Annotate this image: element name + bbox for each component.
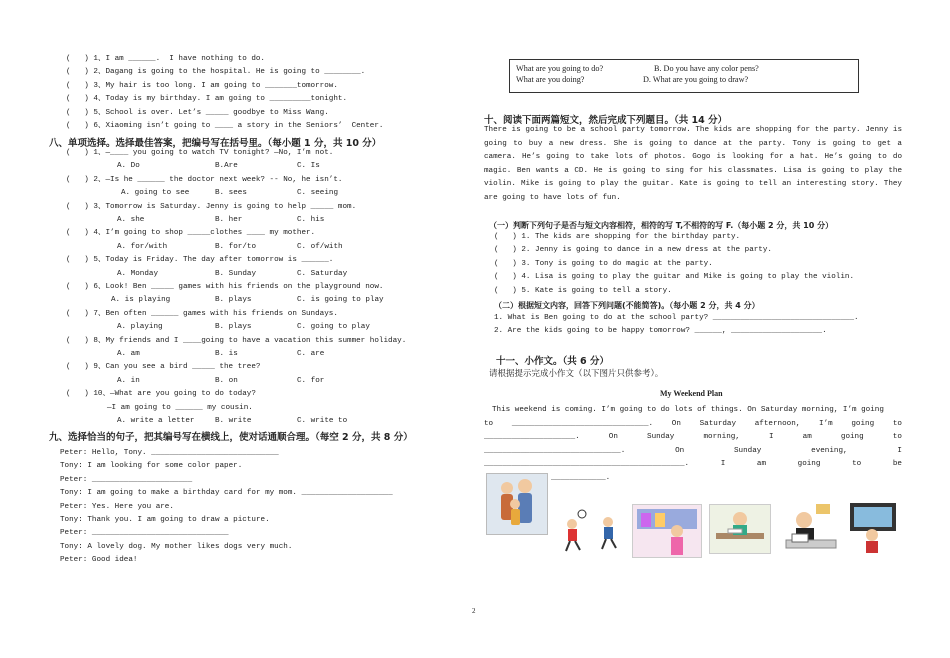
mc-question: ( ) 1、—____ you going to watch TV tonight? —No, I’m not.	[66, 149, 334, 157]
essay-word: Sunday	[647, 433, 675, 441]
essay-word: ____________________________________________.	[484, 460, 690, 468]
essay-line	[484, 461, 902, 469]
mc-option: A. for/with	[117, 242, 168, 251]
essay-word: morning,	[703, 433, 740, 441]
dialogue-line: Peter: Hello, Tony. ____________________________	[60, 449, 279, 457]
tf-item: ( ) 2. Jenny is going to dance in a new dress at the party.	[494, 246, 772, 255]
essay-line	[484, 434, 902, 442]
essay-word: I	[720, 460, 726, 468]
essay-word: going	[797, 460, 821, 468]
essay-word: This weekend is coming. I’m going to do lots of things. On Saturday morning, I’m going	[492, 406, 884, 414]
mc-question: ( ) 2、—Is he ______ the doctor next week? -- No, he isn’t.	[66, 175, 343, 184]
mc-option: A. is playing	[111, 296, 171, 305]
tf-item: ( ) 3. Tony is going to do magic at the party.	[494, 259, 713, 268]
mc-subline: —I am going to ______ my cousin.	[107, 403, 253, 412]
essay-title: My Weekend Plan	[660, 389, 723, 398]
mc-option: A. playing	[117, 323, 163, 332]
option-b: B. Do you have any color pens?	[654, 64, 759, 73]
mc-option: B. for/to	[215, 242, 257, 251]
essay-word: to	[852, 460, 862, 468]
section9-title: 九、选择恰当的句子，把其编号写在横线上，使对话通顺合理。（每空 2 分，共 8 分）	[49, 432, 413, 443]
football-picture	[558, 508, 630, 554]
essay-line	[551, 475, 950, 483]
dialogue-line: Peter: Good idea!	[60, 556, 138, 565]
family-picture	[486, 473, 548, 535]
part1-title: （一）判断下列句子是否与短文内容相符，相符的写 T,不相符的写 F.（每小题 2 分，共 10 分）	[489, 221, 834, 230]
reading-passage: There is going to be a school party tomorrow. The kids are shopping for the party. Jenny is going to buy a new dress. She is going to dance at the party. Tony is going to get a camera. He’s going to take lots of photos. Gogo is looking for a hat. He’s going to do magic. Ben wants a CD. He is going to sing for his classmates. Lisa is going to play the violin. Mike is going to play the guitar. Kate is going to tell an interesting story. They are going to have lots of fun.	[484, 126, 902, 202]
essay-word: ____________.	[551, 473, 611, 482]
mc-option: A. Do	[117, 162, 140, 171]
dialogue-line: Tony: Thank you. I am going to draw a picture.	[60, 516, 270, 524]
mc-option: A. she	[117, 216, 145, 224]
essay-word: am	[802, 433, 812, 441]
mc-option: B. plays	[215, 323, 252, 332]
fill-item: ( ) 3、My hair is too long. I am going to _______tomorrow.	[66, 81, 338, 90]
mc-question: ( ) 4、I’m going to shop _____clothes ____ my mother.	[66, 229, 316, 238]
mc-option: C. Is	[297, 162, 320, 171]
mc-option: A. am	[117, 350, 140, 358]
part2-title: （二）根据短文内容，回答下列问题(不能简答)。（每小题 2 分，共 4 分）	[494, 301, 760, 310]
mc-option: A. Monday	[117, 269, 159, 278]
qa-item: 1. What is Ben going to do at the school party? _______________________________.	[494, 314, 859, 322]
tf-item: ( ) 4. Lisa is going to play the guitar and Mike is going to play the violin.	[494, 273, 855, 282]
mc-option: A. write a letter	[117, 417, 195, 425]
dialogue-line: Peter: ______________________________	[60, 529, 229, 538]
mc-question: ( ) 7、Ben often ______ games with his friends on Sundays.	[66, 309, 338, 318]
essay-word: On	[671, 419, 681, 428]
essay-word: I’m	[819, 419, 833, 428]
homework-picture	[709, 504, 771, 554]
mc-option: B.Are	[215, 162, 238, 171]
fill-item: ( ) 1、I am ______. I have nothing to do.	[66, 55, 265, 63]
essay-word: going	[840, 433, 864, 441]
dialogue-line: Tony: A lovely dog. My mother likes dogs very much.	[60, 542, 293, 551]
essay-word: On	[675, 446, 685, 455]
mc-option: C. is going to play	[297, 296, 384, 305]
essay-line	[492, 407, 902, 415]
mc-option: C. going to play	[297, 323, 370, 332]
essay-word: Saturday	[699, 419, 737, 428]
essay-word: evening,	[811, 446, 848, 455]
mc-option: B. Sunday	[215, 269, 257, 278]
essay-word: am	[756, 460, 767, 468]
mc-question: ( ) 10、—What are you going to do today?	[66, 390, 256, 399]
essay-word: I	[897, 446, 902, 455]
shopping-picture	[632, 504, 702, 558]
dialogue-line: Tony: I am looking for some color paper.	[60, 462, 243, 471]
tf-item: ( ) 1. The kids are shopping for the birthday party.	[494, 233, 741, 241]
mc-option: B. her	[215, 216, 243, 224]
option-c: What are you doing?	[516, 75, 585, 84]
qa-item: 2. Are the kids going to be happy tomorrow? ______, ____________________.	[494, 327, 827, 336]
essay-line	[484, 448, 902, 456]
mc-question: ( ) 3、Tomorrow is Saturday. Jenny is going to help _____ mom.	[66, 202, 357, 211]
essay-word: ______________________________.	[484, 446, 626, 455]
dialogue-line: Tony: I am going to make a birthday card for my mom. ____________________	[60, 489, 393, 498]
mc-option: A. going to see	[121, 189, 190, 198]
mc-question: ( ) 5、Today is Friday. The day after tomorrow is ______.	[66, 256, 334, 265]
mc-option: C. write to	[297, 417, 348, 425]
mc-option: C. his	[297, 216, 325, 224]
mc-question: ( ) 6、Look! Ben _____ games with his friends on the playground now.	[66, 283, 384, 291]
essay-word: Sunday	[734, 446, 762, 455]
fill-item: ( ) 5、School is over. Let’s _____ goodbye to Miss Wang.	[66, 108, 329, 117]
mc-option: C. for	[297, 376, 325, 385]
option-d: D. What are you going to draw?	[643, 75, 749, 84]
mc-question: ( ) 8、My friends and I ____going to have a vacation this summer holiday.	[66, 336, 407, 345]
mc-option: B. plays	[215, 296, 252, 305]
tf-item: ( ) 5. Kate is going to tell a story.	[494, 286, 672, 295]
essay-word: afternoon,	[754, 419, 801, 428]
mc-option: C. of/with	[297, 242, 343, 251]
dialogue-line: Peter: Yes. Here you are.	[60, 502, 174, 511]
section10-title: 十、阅读下面两篇短文，然后完成下列题目。（共 14 分）	[484, 115, 728, 126]
page-number: 2	[472, 607, 476, 615]
essay-word: to	[892, 433, 902, 441]
mc-option: C. Saturday	[297, 269, 348, 278]
fill-item: ( ) 2、Dagang is going to the hospital. He is going to ________.	[66, 68, 366, 77]
option-a: What are you going to do?	[516, 64, 604, 73]
mc-option: B. sees	[215, 189, 247, 198]
fill-item: ( ) 4、Today is my birthday. I am going to _________tonight.	[66, 95, 348, 104]
mc-option: B. write	[215, 417, 252, 425]
essay-word: be	[892, 460, 902, 468]
essay-line	[484, 421, 902, 429]
essay-word: going	[851, 419, 875, 428]
essay-word: ____________________.	[484, 433, 580, 441]
section11-instructions: 请根据提示完成小作文（以下图片只供参考）。	[489, 369, 664, 379]
mc-option: C. seeing	[297, 189, 339, 198]
mc-option: A. in	[117, 376, 140, 385]
fill-item: ( ) 6、Xiaoming isn’t going to ____ a story in the Seniors’ Center.	[66, 122, 384, 130]
essay-word: I	[769, 433, 774, 441]
essay-word: to	[892, 419, 902, 428]
tv-picture	[848, 499, 898, 555]
reading-picture	[780, 502, 842, 554]
mc-option: C. are	[297, 350, 325, 358]
essay-word: ______________________________.	[511, 419, 654, 428]
section11-title: 十一、小作文。（共 6 分）	[496, 356, 609, 367]
section8-title: 八、单项选择。选择最佳答案，把编号写在括号里。（每小题 1 分，共 10 分）	[49, 138, 382, 149]
mc-option: B. on	[215, 376, 238, 385]
mc-question: ( ) 9、Can you see a bird _____ the tree?	[66, 363, 261, 372]
essay-word: On	[608, 433, 618, 441]
essay-word: to	[484, 419, 494, 428]
mc-option: B. is	[215, 350, 238, 358]
options-box	[509, 59, 859, 93]
dialogue-line: Peter: ______________________	[60, 475, 193, 484]
